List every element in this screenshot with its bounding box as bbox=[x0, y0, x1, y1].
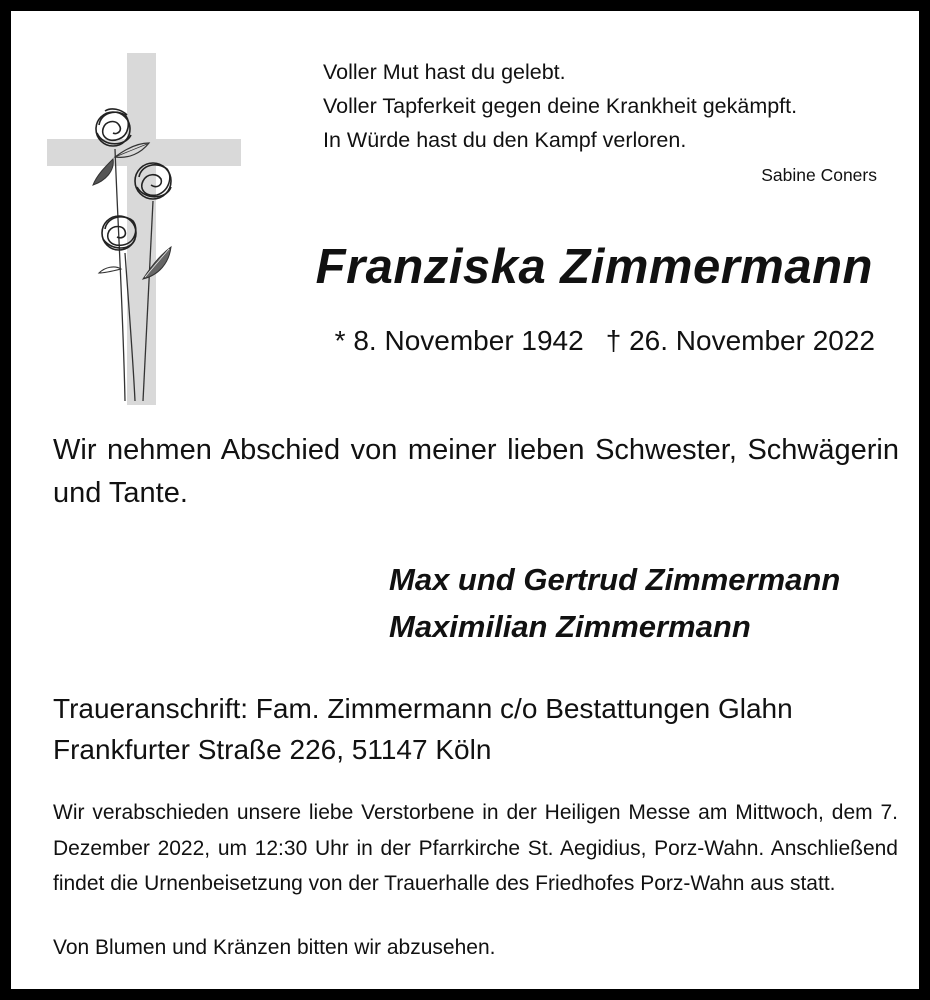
cross-with-roses-icon bbox=[45, 49, 245, 409]
life-dates bbox=[335, 325, 875, 357]
deceased-name: Franziska Zimmermann bbox=[315, 240, 873, 294]
address-line: Frankfurter Straße 226, 51147 Köln bbox=[53, 734, 492, 765]
mourning-address bbox=[53, 688, 793, 770]
mourner-name: Maximilian Zimmermann bbox=[389, 609, 751, 644]
death-date: † 26. November 2022 bbox=[605, 325, 875, 356]
flowers-note: Von Blumen und Kränzen bitten wir abzusehen. bbox=[53, 936, 496, 959]
address-line: Traueranschrift: Fam. Zimmermann c/o Bestattungen Glahn bbox=[53, 693, 793, 724]
poem-line: Voller Mut hast du gelebt. bbox=[323, 60, 566, 84]
mourner-name: Max und Gertrud Zimmermann bbox=[389, 562, 841, 597]
mourners bbox=[389, 556, 840, 650]
poem bbox=[323, 55, 797, 157]
poem-author: Sabine Coners bbox=[761, 165, 877, 185]
farewell-text: Wir nehmen Abschied von meiner lieben Schwester, Schwägerin und Tante. bbox=[53, 434, 899, 509]
poem-line: In Würde hast du den Kampf verloren. bbox=[323, 128, 687, 152]
service-info: Wir verabschieden unsere liebe Verstorbene in der Heiligen Messe am Mittwoch, dem 7. Dezember 2022, um 12:30 Uhr in der Pfarrkirche St. Aegidius, Porz-Wahn. Anschließend findet die Urnenbeisetzung von der Trauerhalle des Friedhofes Porz-Wahn aus statt. bbox=[53, 801, 898, 895]
birth-date: * 8. November 1942 bbox=[334, 325, 584, 356]
poem-line: Voller Tapferkeit gegen deine Krankheit gekämpft. bbox=[323, 94, 798, 118]
